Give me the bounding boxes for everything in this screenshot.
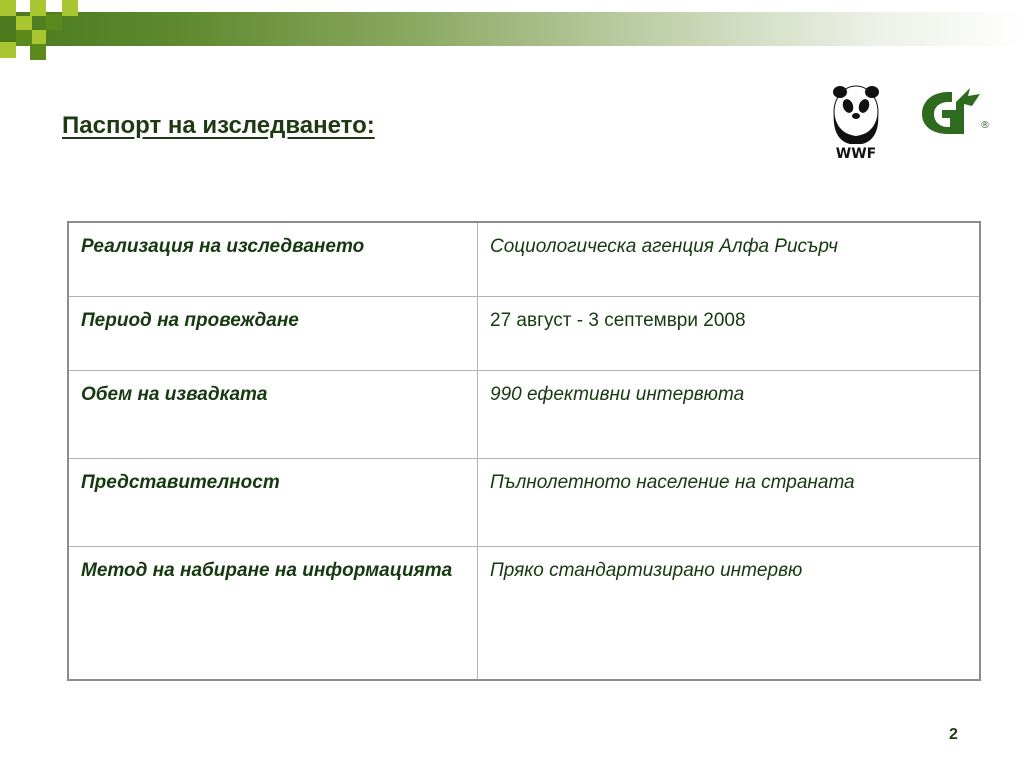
decor-square: [30, 44, 46, 60]
header-gradient-band: [0, 12, 1024, 46]
row-value: Социологическа агенция Алфа Рисърч: [478, 222, 981, 296]
table-row: [68, 296, 980, 370]
row-label: Метод на набиране на информацията: [68, 546, 478, 680]
decor-square: [46, 14, 62, 30]
row-value: 990 ефективни интервюта: [478, 370, 981, 458]
row-label: Период на провеждане: [68, 296, 478, 370]
row-value: Пълнолетното население на страната: [478, 458, 981, 546]
page-number: 2: [949, 726, 958, 743]
decor-square: [0, 42, 16, 58]
passport-table: [67, 221, 981, 681]
gr-logo-text: Gr: [918, 84, 920, 85]
row-label: Представителност: [68, 458, 478, 546]
registered-mark: ®: [980, 120, 990, 131]
table-row: [68, 546, 980, 680]
row-value: Пряко стандартизирано интервю: [478, 546, 981, 680]
table-row: [68, 222, 980, 296]
table-row: [68, 370, 980, 458]
decor-square: [30, 0, 46, 16]
green-gr-logo: [918, 84, 988, 136]
row-value: 27 август - 3 септември 2008: [478, 296, 981, 370]
wwf-logo-text: WWF: [835, 146, 877, 162]
table-row: [68, 458, 980, 546]
row-label: Обем на извадката: [68, 370, 478, 458]
wwf-panda-logo: [826, 82, 886, 160]
decor-square: [62, 0, 78, 16]
row-label: Реализация на изследването: [68, 222, 478, 296]
decor-square: [0, 0, 16, 16]
slide-title: Паспорт на изследването:: [62, 112, 375, 139]
